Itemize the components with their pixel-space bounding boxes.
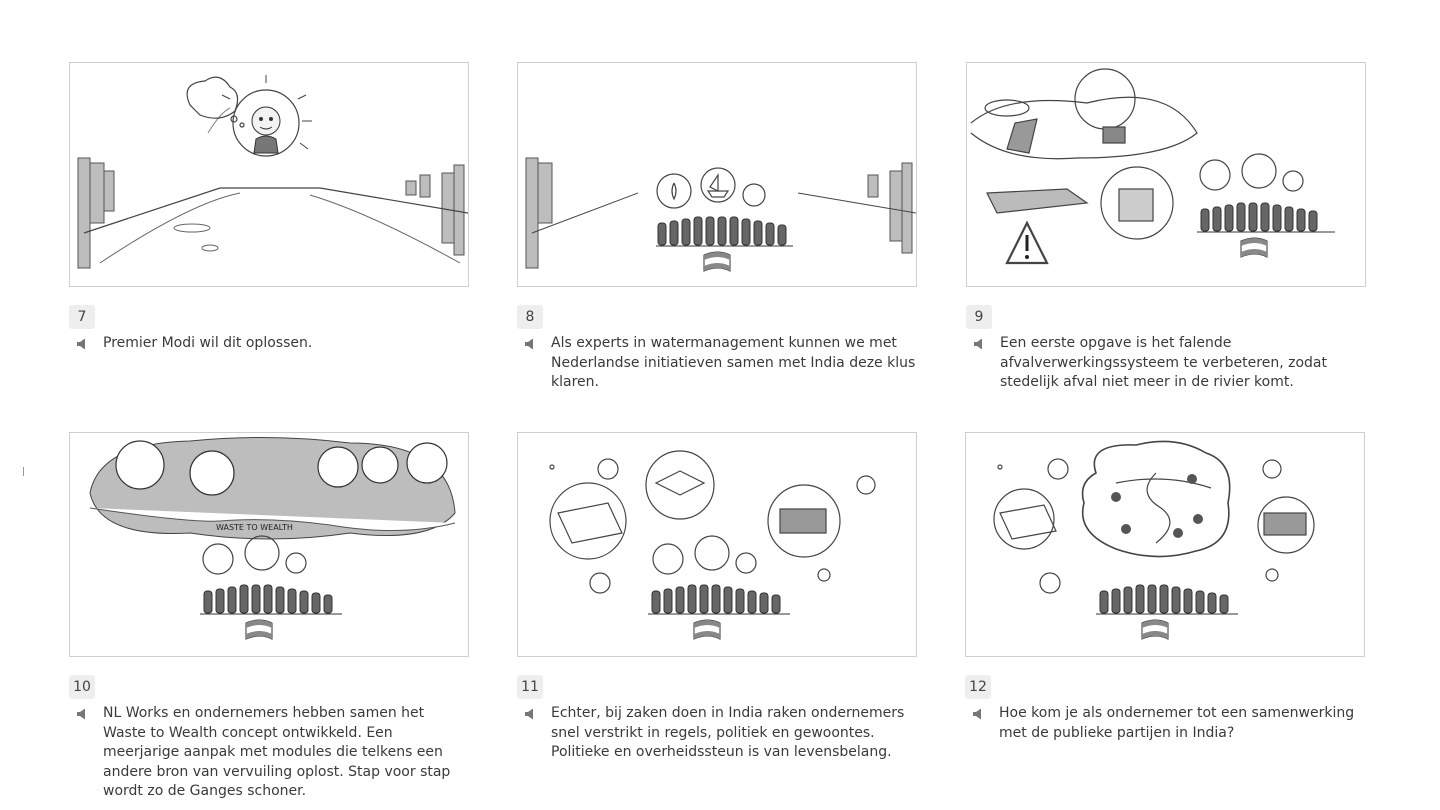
sketch-experts-group: [518, 63, 916, 286]
sketch-label-waste-to-wealth: WASTE TO WEALTH: [216, 523, 293, 532]
speaker-icon[interactable]: [75, 707, 89, 721]
speaker-icon[interactable]: [972, 337, 986, 351]
panel-number: 11: [517, 675, 543, 699]
panel-caption: Als experts in watermanagement kunnen we met Nederlandse initiatieven samen met India deze klus klaren.: [551, 335, 916, 390]
sketch-collaboration: [966, 433, 1364, 656]
panel-caption: NL Works en ondernemers hebben samen het Waste to Wealth concept ontwikkeld. Een meerjarige aanpak met modules die telkens een andere bron van vervuiling oplost. Stap voor stap wordt zo de Ganges schoner.: [103, 705, 451, 799]
indian-flag-icon: [1241, 238, 1267, 257]
speaker-icon[interactable]: [971, 707, 985, 721]
speaker-icon[interactable]: [523, 337, 537, 351]
panel-caption: Een eerste opgave is het falende afvalverwerkingssysteem te verbeteren, zodat stedelijk afval niet meer in de rivier komt.: [1000, 335, 1327, 390]
panel-illustration[interactable]: [965, 432, 1365, 657]
stray-mark: [23, 467, 24, 476]
indian-flag-icon: [704, 252, 730, 271]
panel-illustration[interactable]: [966, 62, 1366, 287]
panel-illustration[interactable]: [69, 62, 469, 287]
indian-flag-icon: [694, 620, 720, 639]
sketch-waste-to-wealth: [70, 433, 468, 656]
warning-icon: [1025, 235, 1029, 259]
panel-number: 7: [69, 305, 95, 329]
panel-number: 9: [966, 305, 992, 329]
panel-number: 12: [965, 675, 991, 699]
panel-caption: Premier Modi wil dit oplossen.: [103, 335, 313, 351]
panel-illustration[interactable]: [517, 432, 917, 657]
sketch-waste-system: [967, 63, 1365, 286]
sketch-regulations: [518, 433, 916, 656]
speaker-icon[interactable]: [75, 337, 89, 351]
panel-number: 10: [69, 675, 95, 699]
panel-caption: Echter, bij zaken doen in India raken ondernemers snel verstrikt in regels, politiek en gewoontes. Politieke en overheidssteun is van levensbelang.: [551, 705, 905, 760]
speaker-icon[interactable]: [523, 707, 537, 721]
sketch-river-modi: [70, 63, 468, 286]
panel-illustration[interactable]: [517, 62, 917, 287]
indian-flag-icon: [1142, 620, 1168, 639]
panel-number: 8: [517, 305, 543, 329]
indian-flag-icon: [246, 620, 272, 639]
panel-caption: Hoe kom je als ondernemer tot een samenwerking met de publieke partijen in India?: [999, 705, 1355, 741]
panel-illustration[interactable]: [69, 432, 469, 657]
